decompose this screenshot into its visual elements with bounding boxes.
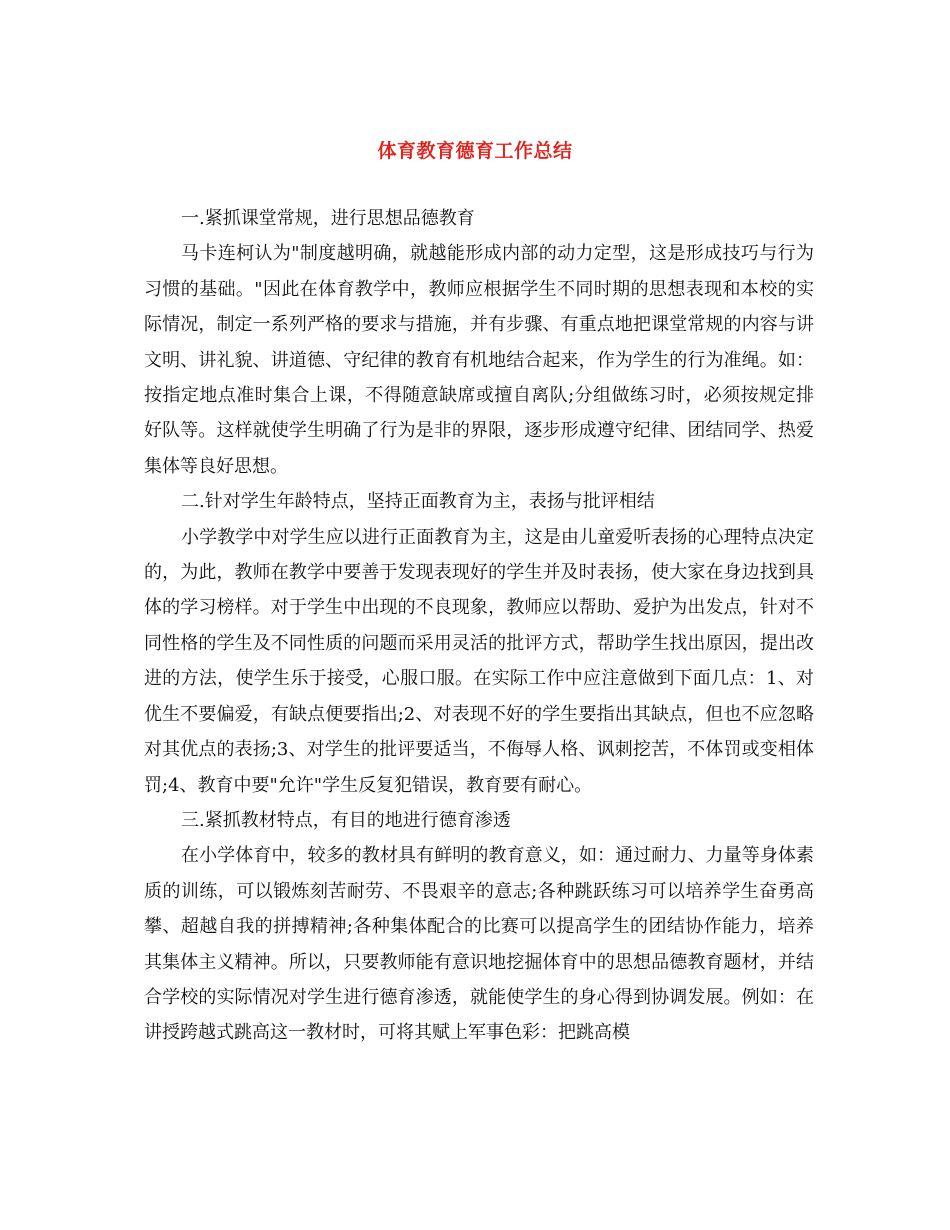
section-heading-2: 二.针对学生年龄特点，坚持正面教育为主，表扬与批评相结	[181, 491, 655, 513]
document-body	[144, 201, 814, 1051]
section-heading-3: 三.紧抓教材特点，有目的地进行德育渗透	[181, 809, 511, 831]
section-paragraph-3: 在小学体育中，较多的教材具有鲜明的教育意义，如：通过耐力、力量等身体素质的训练，可以锻炼刻苦耐劳、不畏艰辛的意志;各种跳跃练习可以培养学生奋勇高攀、超越自我的拼搏精神;各种集体配合的比赛可以提高学生的团结协作能力，培养其集体主义精神。所以，只要教师能有意识地挖掘体育中的思想品德教育题材，并结合学校的实际情况对学生进行德育渗透，就能使学生的身心得到协调发展。例如：在讲授跨越式跳高这一教材时，可将其赋上军事色彩：把跳高模	[144, 845, 814, 1044]
section-heading-1: 一.紧抓课堂常规，进行思想品德教育	[181, 208, 475, 229]
section-paragraph-2: 小学教学中对学生应以进行正面教育为主，这是由儿童爱听表扬的心理特点决定的，为此，教师在教学中要善于发现表现好的学生并及时表扬，使大家在身边找到具体的学习榜样。对于学生中出现的不良现象，教师应以帮助、爱护为出发点，针对不同性格的学生及不同性质的问题而采用灵活的批评方式，帮助学生找出原因，提出改进的方法，使学生乐于接受，心服口服。在实际工作中应注意做到下面几点：1、对优生不要偏爱，有缺点便要指出;2、对表现不好的学生要指出其缺点，但也不应忽略对其优点的表扬;3、对学生的批评要适当，不侮辱人格、讽刺挖苦，不体罚或变相体罚;4、教育中要"允许"学生反复犯错误，教育要有耐心。	[144, 526, 814, 796]
page-title: 体育教育德育工作总结	[377, 140, 573, 162]
section-paragraph-1: 马卡连柯认为"制度越明确，就越能形成内部的动力定型，这是形成技巧与行为习惯的基础。"因此在体育教学中，教师应根据学生不同时期的思想表现和本校的实际情况，制定一系列严格的要求与措施，并有步骤、有重点地把课堂常规的内容与讲文明、讲礼貌、讲道德、守纪律的教育有机地结合起来，作为学生的行为准绳。如：按指定地点准时集合上课，不得随意缺席或擅自离队;分组做练习时，必须按规定排好队等。这样就使学生明确了行为是非的界限，逐步形成遵守纪律、团结同学、热爱集体等良好思想。	[144, 243, 814, 477]
